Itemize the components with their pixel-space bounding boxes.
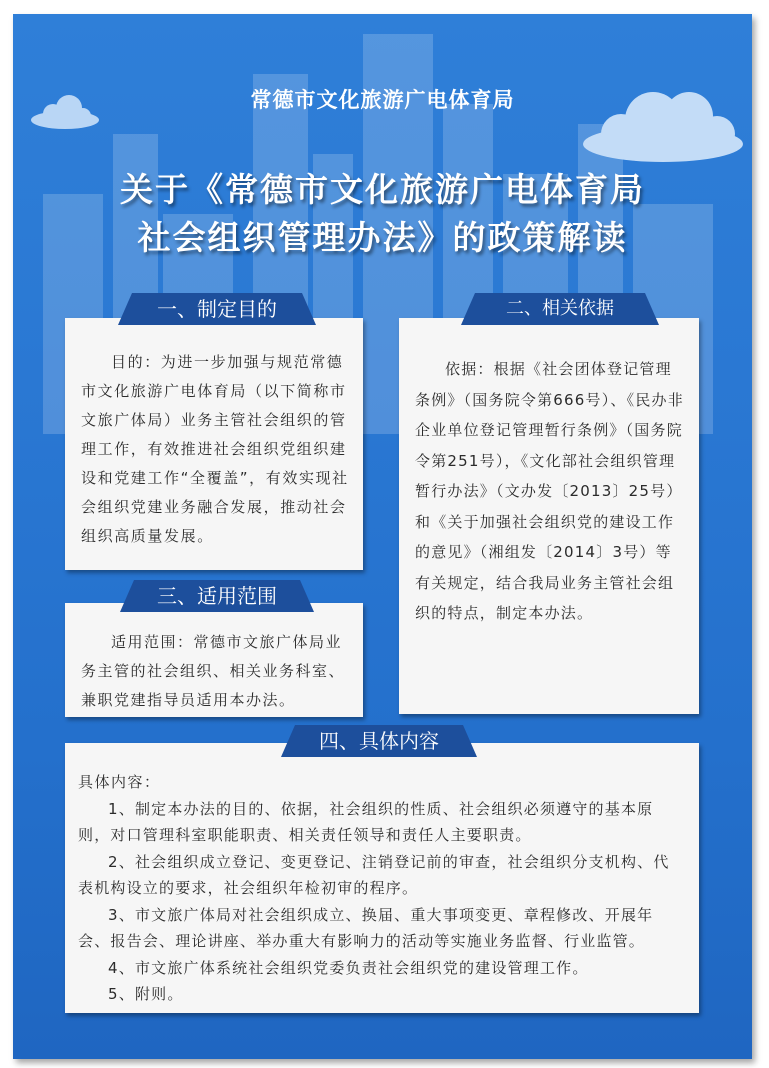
content-item: 5、附则。 (108, 985, 184, 1003)
section-heading-purpose (118, 293, 316, 325)
content-item: 2、社会组织成立登记、变更登记、注销登记前的审查，社会组织分支机构、代表机构设立的要求，社会组织年检初审的程序。 (78, 852, 670, 897)
section-heading-label: 二、相关依据 (506, 298, 614, 319)
content-item: 4、市文旅广体系统社会组织党委负责社会组织党的建设管理工作。 (108, 958, 589, 977)
basis-text: 依据：根据《社会团体登记管理条例》（国务院令第666号）、《民办非企业单位登记管理暂行条例》（国务院令第251号），《文化部社会组织管理暂行办法》（文办发〔2013〕25号）和《关于加强社会组织党的建设工作的意见》（湘组发〔2014〕3号）等有关规定，结合我局业务主管社会组织的特点，制定本办法。 (415, 360, 684, 622)
section-heading-scope (120, 580, 314, 612)
section-heading-label: 三、适用范围 (157, 584, 277, 608)
section-heading-label: 一、制定目的 (157, 297, 277, 321)
content-intro: 具体内容： (78, 773, 161, 791)
purpose-card (65, 318, 363, 570)
poster (13, 14, 752, 1059)
page-title-line1: 关于《常德市文化旅游广电体育局 (120, 170, 645, 209)
section-heading-content (281, 725, 477, 757)
page-title-line2: 社会组织管理办法》的政策解读 (137, 218, 628, 257)
content-item: 1、制定本办法的目的、依据，社会组织的性质、社会组织必须遵守的基本原则，对口管理科室职能职责、相关责任领导和责任人主要职责。 (78, 799, 654, 844)
organization-name: 常德市文化旅游广电体育局 (250, 88, 515, 112)
section-heading-basis (461, 293, 659, 325)
scope-card (65, 603, 363, 717)
basis-card (399, 318, 699, 714)
section-heading-label: 四、具体内容 (319, 729, 439, 753)
purpose-text: 目的：为进一步加强与规范常德市文化旅游广电体育局（以下简称市文旅广体局）业务主管社会组织的管理工作，有效推进社会组织党组织建设和党建工作“全覆盖”，有效实现社会组织党建业务融合发展，推动社会组织高质量发展。 (81, 353, 349, 545)
content-card (65, 743, 699, 1013)
content-item: 3、市文旅广体局对社会组织成立、换届、重大事项变更、章程修改、开展年会、报告会、理论讲座、举办重大有影响力的活动等实施业务监督、行业监管。 (78, 905, 654, 950)
scope-text: 适用范围：常德市文旅广体局业务主管的社会组织、相关业务科室、兼职党建指导员适用本办法。 (81, 633, 346, 709)
